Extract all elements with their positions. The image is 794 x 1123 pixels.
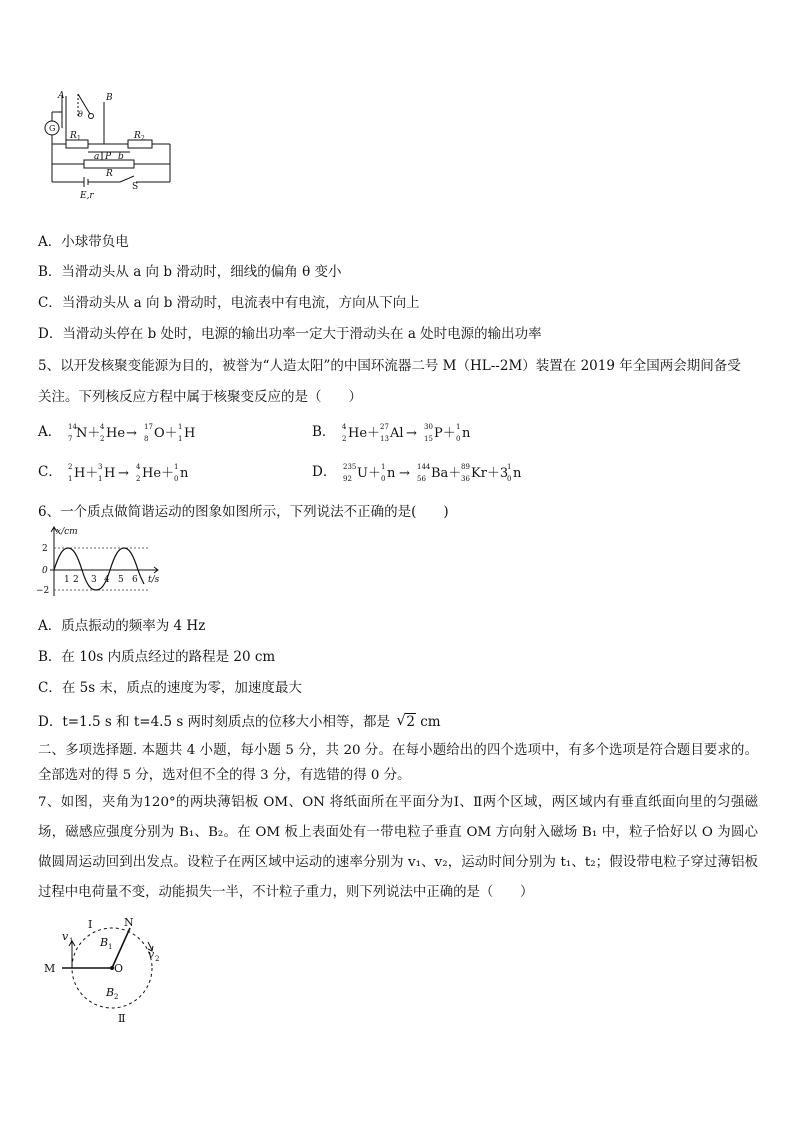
label-S: S: [132, 182, 139, 192]
q5-option-b: [312, 420, 520, 445]
q6-graph-xtick: 5: [118, 575, 124, 585]
q5-option-c-label: C．: [38, 464, 62, 480]
svg-text:1: 1: [98, 474, 103, 483]
q6-option-d: [38, 710, 441, 730]
q7-label-B2-sub: 2: [114, 993, 119, 1001]
q6-graph-xlabel: t/s: [148, 575, 160, 585]
q7-label-v1-sub: 1: [69, 937, 74, 945]
svg-text:89: 89: [460, 462, 470, 471]
q7-label-N: N: [124, 916, 134, 929]
label-theta: θ: [78, 110, 83, 119]
svg-text:235: 235: [342, 462, 356, 471]
svg-text:→: →: [405, 425, 417, 441]
svg-text:N＋: N＋: [75, 425, 100, 441]
svg-text:Ba＋: Ba＋: [430, 465, 461, 481]
svg-text:→: →: [398, 465, 410, 481]
svg-text:4: 4: [99, 422, 105, 431]
svg-text:1: 1: [177, 422, 183, 431]
q5-equation-b: [340, 421, 520, 445]
q5-option-d: [312, 460, 561, 485]
q7-label-B1-sub: 1: [108, 943, 113, 951]
svg-text:H: H: [183, 425, 195, 441]
label-R1: R: [70, 131, 77, 141]
q7-label-B2: B: [106, 986, 115, 999]
sqrt-symbol: √ 2: [396, 711, 415, 730]
svg-text:2: 2: [99, 434, 105, 443]
svg-text:Kr＋3: Kr＋3: [470, 465, 508, 481]
q6-graph-xtick: 4: [104, 575, 110, 585]
svg-text:O＋: O＋: [153, 425, 178, 441]
svg-text:56: 56: [416, 474, 426, 483]
q5-option-a-label: A．: [38, 424, 62, 440]
svg-text:He: He: [105, 425, 125, 441]
q6-option-d-label: D．: [38, 714, 63, 730]
q4-option-a: A．小球带负电: [38, 234, 129, 250]
label-B: B: [106, 93, 113, 103]
q6-graph-xtick: 6: [132, 575, 138, 585]
q5-equation-c: [66, 461, 246, 485]
label-b: b: [118, 152, 124, 162]
q7-label-B1: B: [100, 936, 109, 949]
q6-graph-ytick-zero: 0: [42, 566, 48, 576]
svg-text:144: 144: [416, 462, 430, 471]
q5-option-d-label: D．: [312, 464, 337, 480]
svg-text:H＋: H＋: [74, 465, 99, 481]
svg-text:2: 2: [68, 462, 73, 471]
q6-graph-xtick: 3: [91, 575, 97, 585]
label-R1-sub: 1: [77, 135, 81, 142]
svg-text:4: 4: [341, 422, 347, 431]
q6-option-d-sqrt-value: 2: [406, 714, 415, 730]
q6-graph-ytick-top: 2: [42, 544, 48, 554]
q6-graph-ylabel: x/cm: [56, 527, 78, 537]
q5-stem-line2: 关注。下列核反应方程中属于核聚变反应的是（ ）: [38, 389, 362, 405]
label-P: P: [105, 152, 112, 162]
q7-stem: 7、如图，夹角为120°的两块薄铝板 OM、ON 将纸面所在平面分为Ⅰ、Ⅱ两个区域，两区域内有垂直纸面向里的匀强磁场，磁感应强度分别为 B₁、B₂。在 OM 板上表面处有一带电粒子垂直 OM 方向射入磁场 B₁ 中，粒子恰好以 O 为圆心做圆周运动回到出发点。设粒子在两区域中运动的速率分别为 v₁、v₂，运动时间分别为 t₁、t₂；假设带电粒子穿过薄铝板过程中电荷量不变，动能损失一半，不计粒子重力，则下列说法中正确的是（ ）: [38, 795, 758, 900]
q6-option-d-text: t=1.5 s 和 t=4.5 s 两时刻质点的位移大小相等，都是: [62, 714, 391, 730]
q6-graph-xtick: 2: [73, 575, 79, 585]
svg-text:H: H: [104, 465, 116, 481]
svg-text:13: 13: [379, 434, 389, 443]
label-G: G: [49, 124, 56, 133]
svg-text:n: n: [386, 465, 395, 481]
q6-graph-xtick: 1: [64, 575, 70, 585]
svg-text:→: →: [125, 425, 137, 441]
q6-option-a: A．质点振动的频率为 4 Hz: [38, 618, 206, 634]
svg-text:2: 2: [341, 434, 347, 443]
svg-text:n: n: [180, 465, 189, 481]
svg-text:0: 0: [506, 474, 512, 483]
q4-option-d: D．当滑动头停在 b 处时，电源的输出功率一定大于滑动头在 a 处时电源的输出功率: [38, 326, 542, 342]
svg-text:U＋: U＋: [356, 465, 381, 481]
svg-text:36: 36: [460, 474, 470, 483]
q4-option-c: C．当滑动头从 a 向 b 滑动时，电流表中有电流，方向从下向上: [38, 295, 420, 311]
q7-label-v1: v: [62, 930, 69, 943]
q7-region-II: Ⅱ: [118, 1012, 126, 1024]
q7-label-v2: v: [148, 948, 155, 961]
svg-text:Al: Al: [389, 425, 404, 441]
svg-text:0: 0: [174, 474, 179, 483]
q7-label-O: O: [114, 962, 124, 975]
svg-text:1: 1: [380, 462, 386, 471]
svg-text:He＋: He＋: [347, 425, 380, 441]
q5-equation-a: [66, 421, 246, 445]
q6-option-b: B．在 10s 内质点经过的路程是 20 cm: [38, 649, 276, 665]
q5-option-c: [38, 460, 246, 485]
svg-text:15: 15: [423, 434, 433, 443]
label-R2: R: [134, 131, 141, 141]
svg-text:1: 1: [455, 422, 461, 431]
svg-text:→: →: [118, 465, 130, 481]
svg-text:4: 4: [136, 462, 141, 471]
svg-text:92: 92: [342, 474, 352, 483]
q5-option-a: [38, 420, 246, 445]
label-a: a: [94, 152, 100, 162]
svg-text:1: 1: [177, 434, 183, 443]
svg-text:27: 27: [379, 422, 389, 431]
q5-stem-line1: 5、以开发核聚变能源为目的，被誉为“人造太阳”的中国环流器二号 M（HL--2M）装置在 2019 年全国两会期间备受: [38, 358, 741, 374]
svg-text:n: n: [461, 425, 471, 441]
q7-label-M: M: [44, 962, 56, 975]
q6-shm-graph: [36, 524, 166, 600]
svg-text:n: n: [512, 465, 521, 481]
q7-figure: [40, 914, 170, 1024]
label-A: A: [58, 91, 65, 101]
label-R: R: [106, 169, 113, 179]
svg-text:30: 30: [423, 422, 433, 431]
svg-text:14: 14: [67, 422, 77, 431]
q5-option-b-label: B．: [312, 424, 336, 440]
q4-option-b: B．当滑动头从 a 向 b 滑动时，细线的偏角 θ 变小: [38, 264, 342, 280]
svg-text:2: 2: [136, 474, 141, 483]
label-R2-sub: 2: [141, 135, 145, 142]
q7-label-v2-sub: 2: [155, 955, 160, 963]
svg-text:0: 0: [455, 434, 461, 443]
svg-text:1: 1: [506, 462, 512, 471]
label-Er: E,r: [80, 191, 94, 200]
svg-text:17: 17: [143, 422, 153, 431]
svg-text:1: 1: [174, 462, 179, 471]
svg-text:1: 1: [68, 474, 73, 483]
svg-text:0: 0: [380, 474, 386, 483]
q5-equation-d: [341, 461, 561, 485]
svg-text:3: 3: [98, 462, 103, 471]
q6-graph-ytick-bottom: −2: [36, 586, 50, 596]
q6-option-d-unit: cm: [415, 714, 441, 730]
svg-text:7: 7: [67, 434, 73, 443]
svg-text:He＋: He＋: [142, 465, 175, 481]
svg-text:P＋: P＋: [433, 425, 456, 441]
svg-text:8: 8: [143, 434, 149, 443]
q7-region-I: I: [88, 918, 93, 931]
section2-heading: 二、多项选择题. 本题共 4 小题，每小题 5 分，共 20 分。在每小题给出的四个选项中，有多个选项是符合题目要求的。全部选对的得 5 分，选对但不全的得 3 分，有选错的得 0 分。: [38, 743, 758, 783]
circuit-diagram: [40, 88, 180, 200]
q6-stem: 6、一个质点做简谐运动的图象如图所示，下列说法不正确的是( ): [38, 504, 449, 520]
q6-option-c: C．在 5s 末，质点的速度为零，加速度最大: [38, 680, 302, 696]
